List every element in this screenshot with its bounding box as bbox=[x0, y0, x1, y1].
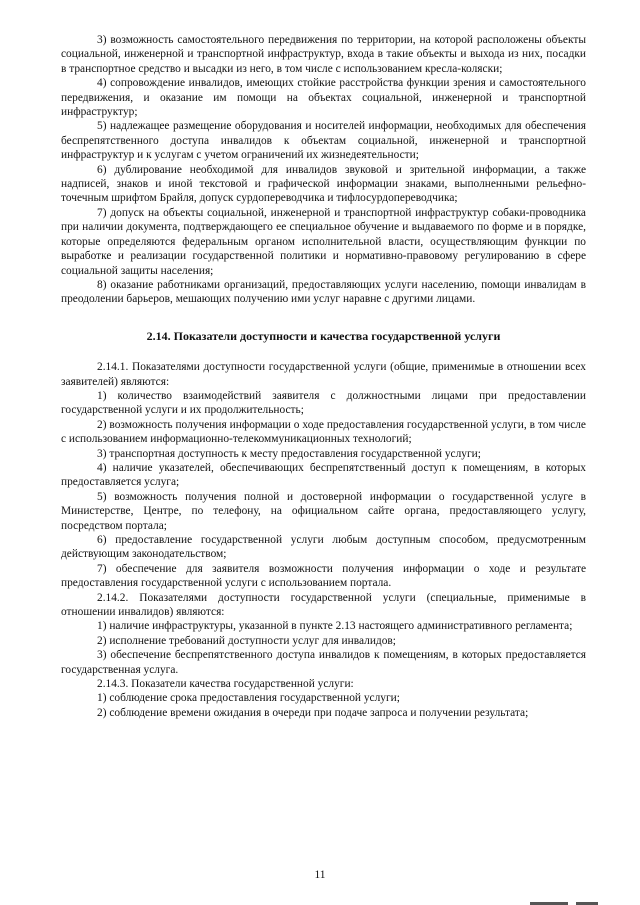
paragraph: 4) наличие указателей, обеспечивающих беспрепятственный доступ к помещениям, в которых предоставляется услуга; bbox=[61, 461, 586, 489]
paragraph: 8) оказание работниками организаций, предоставляющих услуги населению, помощи инвалидам в преодолении барьеров, мешающих получению ими услуг наравне с другими лицами. bbox=[61, 278, 586, 306]
paragraph: 5) надлежащее размещение оборудования и носителей информации, необходимых для обеспечения беспрепятственного доступа инвалидов к объектам социальной, инженерной и транспортной инфраструктур и к услугам с учетом ограничений их жизнедеятельности; bbox=[61, 120, 586, 162]
paragraph: 4) сопровождение инвалидов, имеющих стойкие расстройства функции зрения и самостоятельного передвижения, и оказание им помощи на объектах социальной, инженерной и транспортной инфраструктур; bbox=[61, 77, 586, 119]
paragraph: 2) возможность получения информации о ходе предоставления государственной услуги, в том числе с использованием информационно-телекоммуникационных технологий; bbox=[61, 418, 586, 446]
paragraph: 6) предоставление государственной услуги любым доступным способом, предусмотренным действующим законодательством; bbox=[61, 534, 586, 561]
indicators-list bbox=[61, 360, 586, 720]
paragraph: 2.14.2. Показателями доступности государственной услуги (специальные, применимые в отношении инвалидов) являются: bbox=[61, 591, 586, 619]
paragraph: 2) соблюдение времени ожидания в очереди при подаче запроса и получении результата; bbox=[97, 706, 529, 719]
paragraph: 7) обеспечение для заявителя возможности получения информации о ходе и результате предоставления государственной услуги с использованием портала. bbox=[61, 562, 586, 590]
page-content bbox=[61, 33, 586, 720]
paragraph: 2.14.3. Показатели качества государственной услуги: bbox=[97, 678, 354, 691]
paragraph: 3) возможность самостоятельного передвижения по территории, на которой расположены объекты социальной, инженерной и транспортной инфраструктур, входа в такие объекты и выхода из них, посадки в транспортное средство и высадки из него, в том числе с использованием кресла-коляски; bbox=[61, 34, 586, 75]
accessibility-conditions-list bbox=[61, 33, 586, 307]
paragraph: 1) соблюдение срока предоставления государственной услуги; bbox=[97, 692, 400, 705]
paragraph: 1) наличие инфраструктуры, указанной в пункте 2.13 настоящего административного регламента; bbox=[97, 620, 573, 633]
paragraph: 5) возможность получения полной и достоверной информации о государственной услуге в Министерстве, Центре, по телефону, на официальном сайте органа, предоставляющего услугу, посредством портала; bbox=[61, 490, 586, 532]
page-number: 11 bbox=[314, 869, 326, 881]
paragraph: 3) обеспечение беспрепятственного доступа инвалидов к помещениям, в которых предоставляется государственная услуга. bbox=[61, 649, 586, 676]
paragraph: 1) количество взаимодействий заявителя с должностными лицами при предоставлении государственной услуги и их продолжительность; bbox=[61, 389, 586, 417]
paragraph: 2.14.1. Показателями доступности государственной услуги (общие, применимые в отношении всех заявителей) являются: bbox=[61, 361, 586, 388]
paragraph: 3) транспортная доступность к месту предоставления государственной услуги; bbox=[97, 447, 481, 460]
paragraph: 6) дублирование необходимой для инвалидов звуковой и зрительной информации, а также надписей, знаков и иной текстовой и графической информации знаками, выполненными рельефно-точечным шрифтом Брайля, допуск сурдопереводчика и тифлосурдопереводчика; bbox=[61, 163, 586, 205]
section-heading: 2.14. Показатели доступности и качества государственной услуги bbox=[146, 328, 501, 343]
paragraph: 2) исполнение требований доступности услуг для инвалидов; bbox=[97, 634, 396, 647]
paragraph: 7) допуск на объекты социальной, инженерной и транспортной инфраструктур собаки-проводника при наличии документа, подтверждающего ее специальное обучение и выдаваемого по форме и в порядке, которые определяются федеральным органом исполнительной власти, осуществляющим функции по выработке и реализации государственной политики и нормативно-правовому регулированию в сфере социальной защиты населения; bbox=[61, 206, 586, 277]
